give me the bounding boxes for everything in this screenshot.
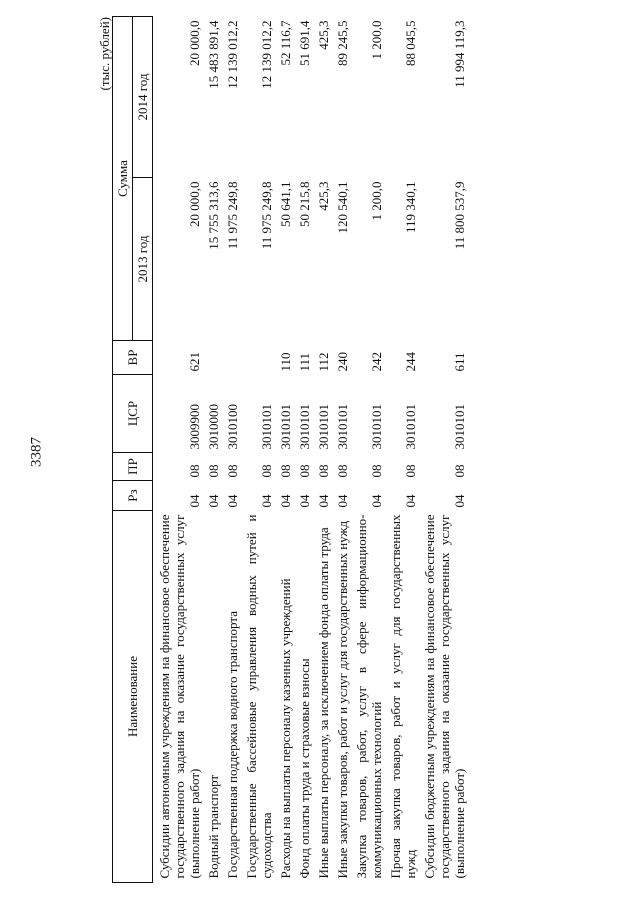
row-name: Государственные бассейновые управления водных путей и судоходства [244,514,274,879]
row-rz: 04 [452,494,467,508]
budget-sheet [96,0,612,905]
row-vr: 621 [187,352,202,372]
row-rz: 04 [259,494,274,508]
row-sum-2014: 425,3 [316,20,331,50]
row-csr: 3010101 [278,404,293,450]
row-sum-2013: 20 000,0 [187,181,202,227]
row-vr: 244 [403,352,418,372]
row-vr [223,341,242,375]
row-pr: 08 [187,464,202,478]
page-number: 3387 [28,437,45,468]
row-pr: 08 [369,464,384,478]
table-row [223,17,242,883]
row-csr: 3010101 [452,404,467,450]
row-pr: 08 [403,464,418,478]
row-name: Расходы на выплаты персоналу казенных учреждений [278,578,293,879]
row-csr: 3010000 [206,404,221,450]
row-name: Фонд оплаты труда и страховые взносы [297,658,312,879]
row-sum-2014: 88 045,5 [403,20,418,66]
row-rz: 04 [206,494,221,508]
row-vr: 112 [316,352,331,372]
row-pr: 08 [278,464,293,478]
row-vr: 111 [297,352,312,372]
budget-table [112,16,469,883]
row-vr: 110 [278,352,293,372]
row-name: Водный транспорт [206,774,221,879]
row-vr: 242 [369,352,384,372]
row-sum-2013: 50 215,8 [297,181,312,227]
column-header-csr: ЦСР [113,375,153,453]
table-row [314,17,333,883]
table-row [295,17,314,883]
row-rz: 04 [187,494,202,508]
row-csr: 3010101 [335,404,350,450]
row-name: Иные закупки товаров, работ и услуг для государственных нужд [335,520,350,879]
column-header-2013: 2013 год [133,178,153,341]
table-row [420,17,469,883]
table-row [276,17,295,883]
row-csr: 3010101 [259,404,274,450]
row-sum-2013: 15 755 313,6 [206,181,221,250]
row-rz: 04 [316,494,331,508]
table-row [386,17,420,883]
row-sum-2013: 120 540,1 [335,181,350,234]
row-csr: 3009900 [187,404,202,450]
column-header-vr: ВР [113,341,153,375]
row-rz: 04 [278,494,293,508]
column-header-2014: 2014 год [133,17,153,178]
row-rz: 04 [297,494,312,508]
row-csr: 3010101 [403,404,418,450]
row-sum-2013: 1 200,0 [369,181,384,221]
row-sum-2014: 89 245,5 [335,20,350,66]
row-vr [204,341,223,375]
row-sum-2014: 15 483 891,4 [206,20,221,89]
row-name: Иные выплаты персоналу, за исключением фонда оплаты труда [316,527,331,879]
row-csr: 3010101 [369,404,384,450]
row-pr: 08 [206,464,221,478]
row-vr [242,341,276,375]
row-csr: 3010101 [297,404,312,450]
table-row [204,17,223,883]
table-body [153,17,470,883]
column-header-sum: Сумма [113,17,133,341]
row-sum-2013: 119 340,1 [403,181,418,234]
row-sum-2013: 11 800 537,9 [452,181,467,250]
row-name: Прочая закупка товаров, работ и услуг для государственных нужд [388,514,418,879]
table-header [113,17,153,883]
row-sum-2014: 12 139 012,2 [259,20,274,89]
table-row [153,17,205,883]
row-sum-2013: 11 975 249,8 [225,181,240,250]
row-pr: 08 [225,464,240,478]
row-pr: 08 [335,464,350,478]
column-header-name: Наименование [113,511,153,883]
row-csr: 3010101 [316,404,331,450]
row-pr: 08 [259,464,274,478]
column-header-pr: ПР [113,453,153,481]
row-sum-2013: 50 641,1 [278,181,293,227]
column-header-rz: Рз [113,481,153,511]
row-pr: 08 [452,464,467,478]
row-pr: 08 [297,464,312,478]
row-sum-2014: 51 691,4 [297,20,312,66]
row-rz: 04 [403,494,418,508]
row-rz: 04 [335,494,350,508]
row-sum-2014: 20 000,0 [187,20,202,66]
row-name: Субсидии автономным учреждениям на финансовое обеспечение государственного задания на оказание государственных услуг (выполнение работ) [157,514,202,879]
row-sum-2014: 11 994 119,3 [452,20,467,88]
unit-label: (тыс. рублей) [97,17,112,91]
row-rz: 04 [225,494,240,508]
row-name: Государственная поддержка водного транспорта [225,611,240,879]
row-vr: 240 [335,352,350,372]
row-sum-2014: 1 200,0 [369,20,384,60]
table-row [352,17,386,883]
table-row [333,17,352,883]
row-csr: 3010100 [225,404,240,450]
row-sum-2014: 12 139 012,2 [225,20,240,89]
row-pr: 08 [316,464,331,478]
row-vr: 611 [452,352,467,372]
row-sum-2013: 425,3 [316,181,331,211]
row-name: Субсидии бюджетным учреждениям на финансовое обеспечение государственного задания на оказание государственных услуг (выполнение работ) [422,514,467,879]
table-row [242,17,276,883]
row-rz: 04 [369,494,384,508]
row-sum-2014: 52 116,7 [278,20,293,66]
row-name: Закупка товаров, работ, услуг в сфере информационно-коммуникационных технологий [354,514,384,879]
row-sum-2013: 11 975 249,8 [259,181,274,250]
